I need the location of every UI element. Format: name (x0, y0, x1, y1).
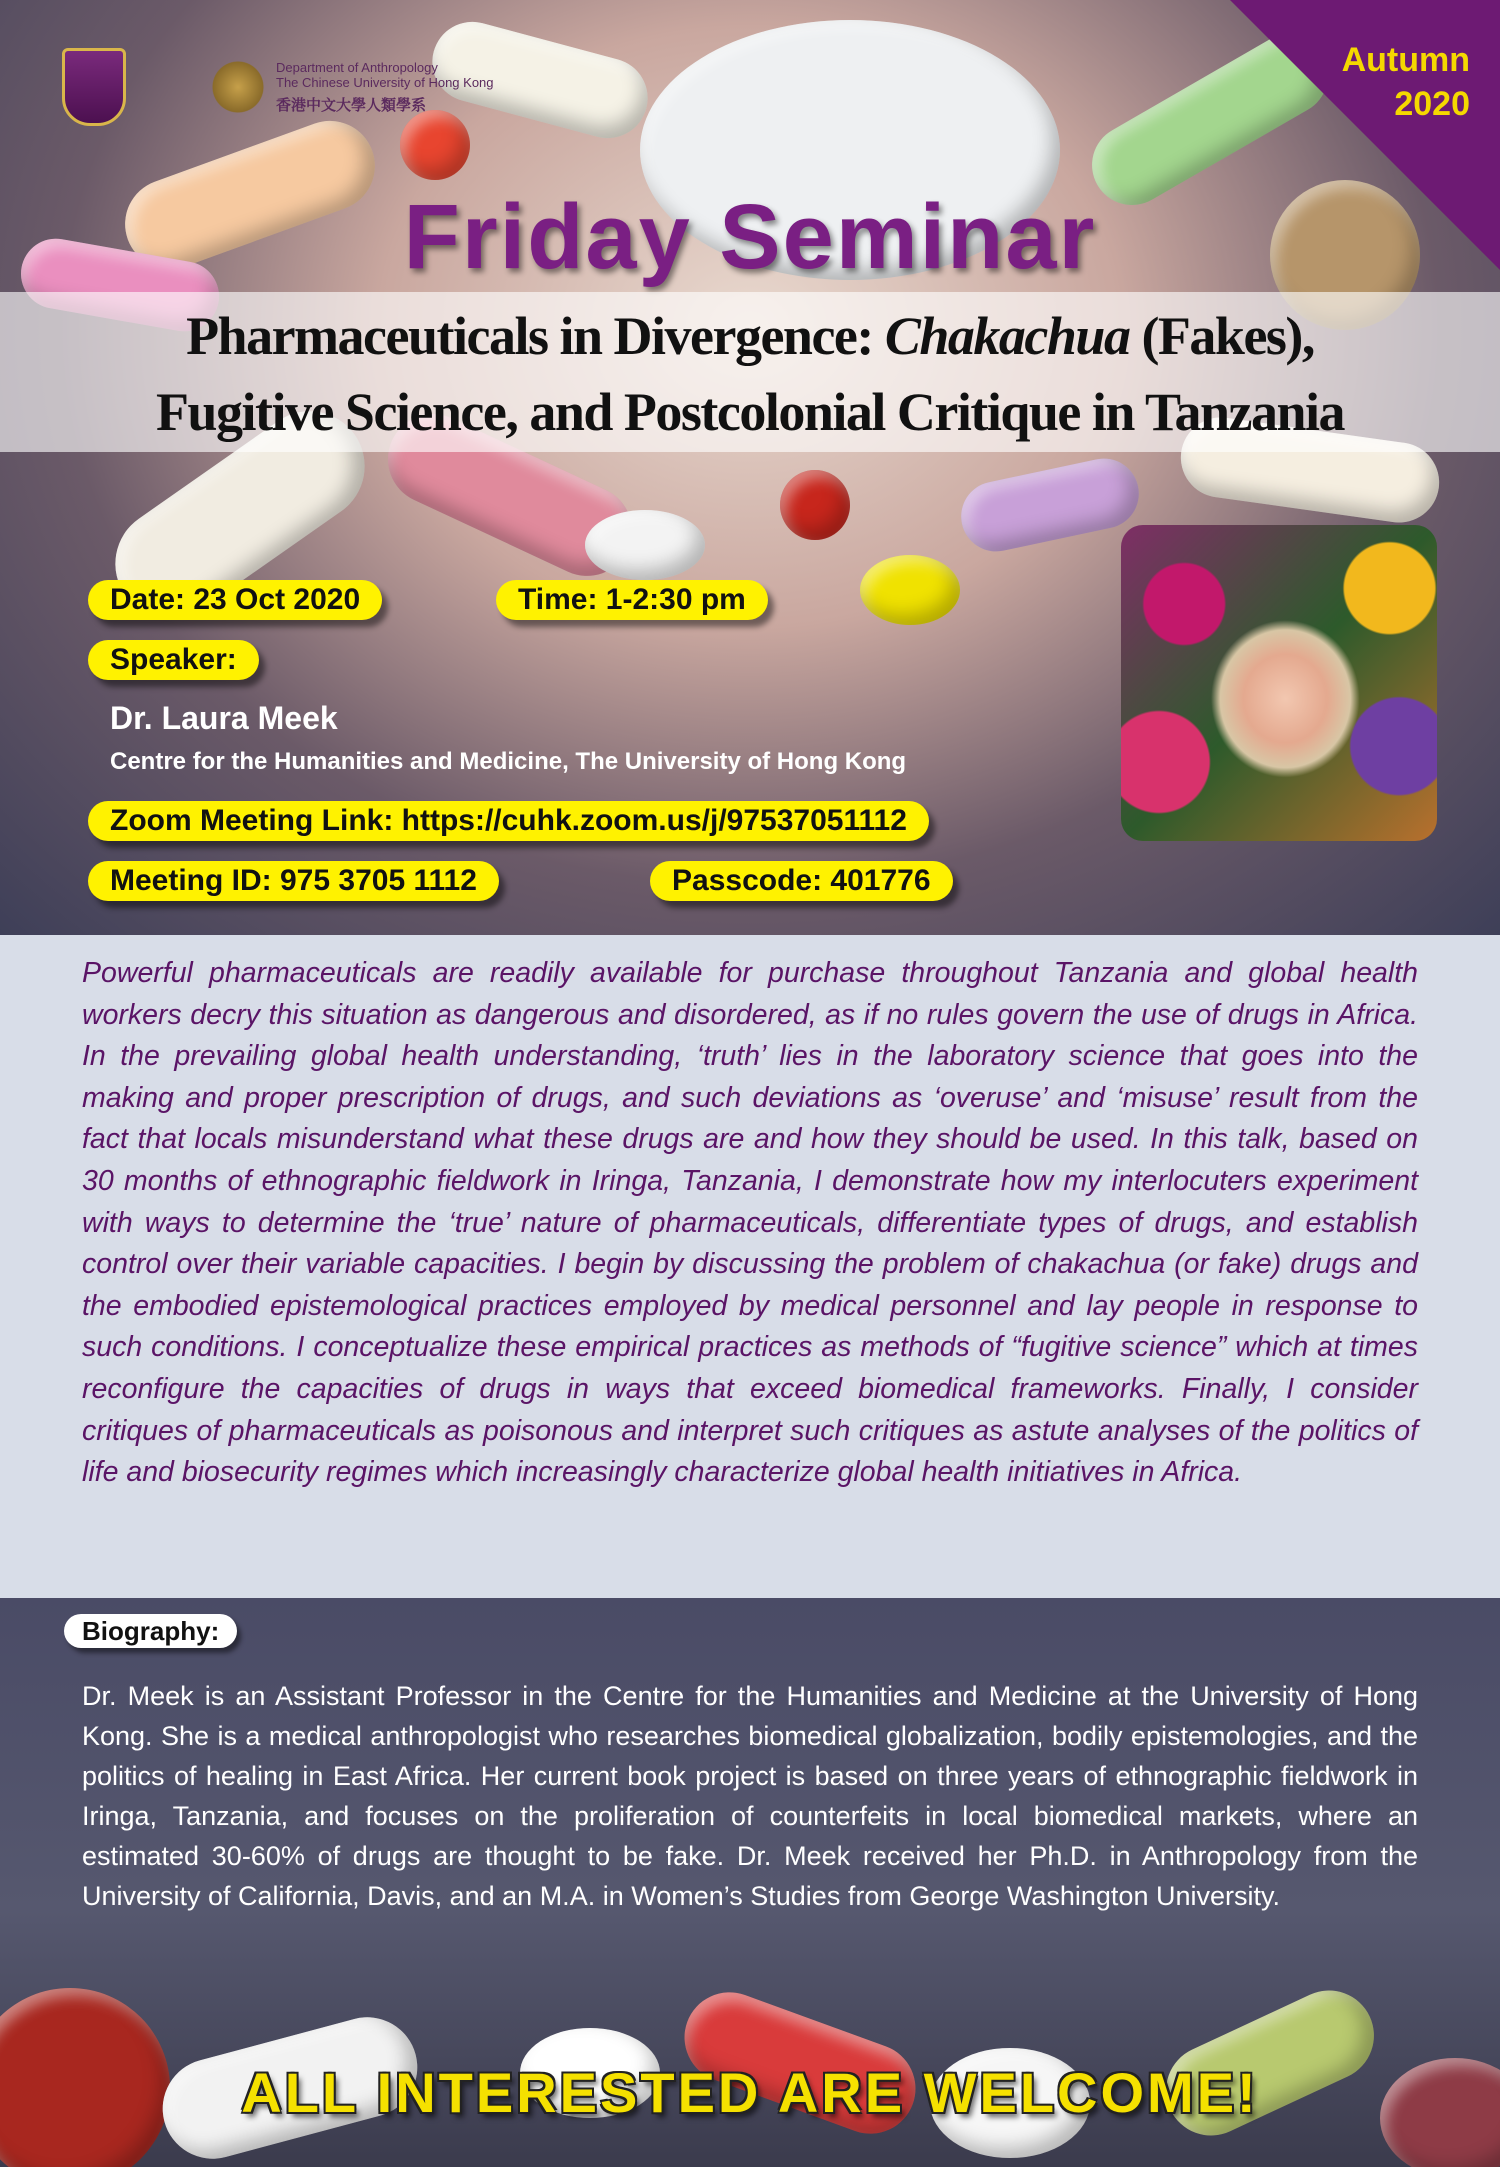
yellow-tablet-decoration (860, 555, 960, 625)
abstract-text: Powerful pharmaceuticals are readily available for purchase throughout Tanzania and global health workers decry this situation as dangerous and disordered, as if no rules govern the use of drugs in Africa. In the prevailing global health understanding, ‘truth’ lies in the laboratory science that goes into the making and proper prescription of drugs, and such deviations as ‘overuse’ and ‘misuse’ result from the fact that locals misunderstand what these drugs are and how they should be used. In this talk, based on 30 months of ethnographic fieldwork in Iringa, Tanzania, I demonstrate how my interlocuters experiment with ways to determine the ‘true’ nature of pharmaceuticals, differentiate types of drugs, and establish control over their variable capacities. I begin by discussing the problem of chakachua (or fake) drugs and the embodied epistemological practices employed by medical personnel and lay people in response to such conditions. I conceptualize these empirical practices as methods of “fugitive science” which at times reconfigure the capacities of drugs in ways that exceed biomedical frameworks. Finally, I consider critiques of pharmaceuticals as poisonous and interpret such critiques as astute analyses of the politics of life and biosecurity regimes which increasingly characterize global health initiatives in Africa. (82, 957, 1418, 1489)
speaker-affiliation: Centre for the Humanities and Medicine, The University of Hong Kong (110, 748, 907, 775)
talk-title-line2: Fugitive Science, and Postcolonial Critique in Tanzania (155, 382, 1345, 442)
biography-text: Dr. Meek is an Assistant Professor in the Centre for the Humanities and Medicine at the University of Hong Kong. She is a medical anthropologist who researches biomedical globalization, bodily epistemologies, and the politics of healing in East Africa. Her current book project is based on three years of ethnographic fieldwork in Iringa, Tanzania, and focuses on the proliferation of counterfeits in local biomedical markets, where an estimated 30-60% of drugs are thought to be fake. Dr. Meek received her Ph.D. in Anthropology from the University of California, Davis, and an M.A. in Women’s Studies from George Washington University. (82, 1681, 1418, 1911)
zoom-link[interactable]: Zoom Meeting Link: https://cuhk.zoom.us/j/97537051112 (88, 801, 929, 841)
talk-title-part: Pharmaceuticals in Divergence: (186, 306, 885, 366)
season-label: Autumn 2020 (1341, 41, 1470, 123)
meeting-id-badge: Meeting ID: 975 3705 1112 (88, 861, 499, 901)
speaker-name: Dr. Laura Meek (110, 700, 338, 736)
time-badge: Time: 1-2:30 pm (496, 580, 768, 620)
pill-decoration (955, 452, 1146, 558)
talk-title (30, 298, 1470, 450)
tablet-decoration (400, 110, 470, 180)
department-logo (210, 56, 266, 118)
department-name-en: Department of Anthropology The Chinese University of Hong Kong (276, 60, 494, 90)
speaker-photo (1121, 525, 1437, 841)
department-name-zh: 香港中文大學人類學系 (276, 97, 427, 114)
talk-title-italic: Chakachua (884, 306, 1130, 366)
passcode-badge: Passcode: 401776 (650, 861, 953, 901)
page-title: Friday Seminar (403, 186, 1097, 288)
biography-label: Biography: (64, 1614, 237, 1648)
date-badge: Date: 23 Oct 2020 (88, 580, 382, 620)
tablet-decoration (585, 510, 705, 580)
speaker-label: Speaker: (88, 640, 259, 680)
welcome-banner: ALL INTERESTED ARE WELCOME! (241, 2061, 1259, 2124)
talk-title-part: (Fakes), (1129, 306, 1314, 366)
university-crest-logo (62, 48, 126, 126)
tablet-decoration (780, 470, 850, 540)
